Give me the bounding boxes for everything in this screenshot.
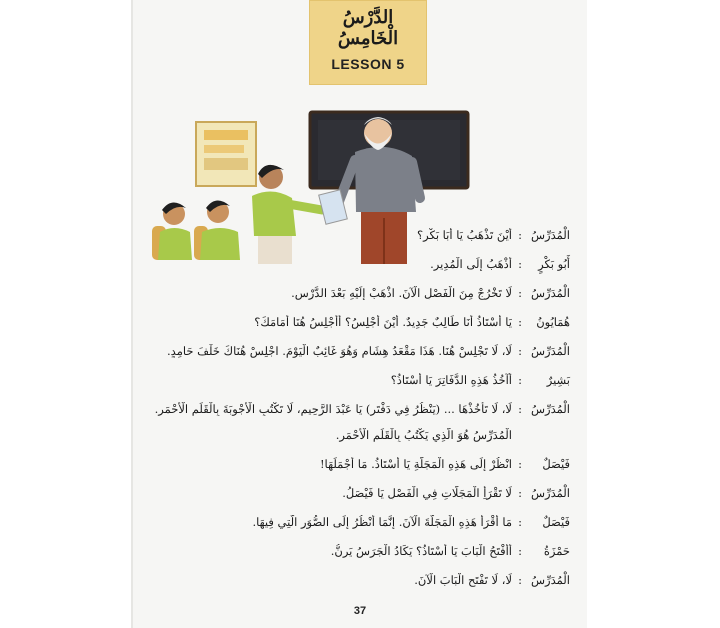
dialogue-line [150,544,570,568]
dialogue-text: لَا، لَا تَفْتَحِ الْبَابَ الْآنَ. [414,573,512,587]
speaker-colon: : [518,315,522,329]
dialogue-text: مَا أَقْرَأُ هَذِهِ الْمَجَلَّةَ الْآنَ. إِنَّمَا أَنْظُرُ إِلَى الصُّوَرِ الَّتِي فِيهَا. [252,515,512,529]
speaker-name: فَيْصَلٌ [542,515,570,529]
speaker-colon: : [518,457,522,471]
speaker-name: الْمُدَرِّسُ [531,228,570,242]
speaker-name: حَمْزَةُ [543,544,570,558]
speaker-colon: : [518,344,522,358]
dialogue-line [150,344,570,368]
dialogue-text: أَيْنَ تَذْهَبُ يَا أَبَا بَكْرٍ؟ [417,228,512,242]
speaker-colon: : [518,286,522,300]
speaker-name: هُمَايُونُ [536,315,570,329]
dialogue-text: لَا تَخْرُجْ مِنَ الْفَصْلِ الْآنَ. اذْهَبْ إِلَيْهِ بَعْدَ الدَّرْسِ. [291,286,512,300]
speaker-colon: : [518,257,522,271]
speaker-name: أَبُو بَكْرٍ [538,257,570,271]
dialogue-line [150,515,570,539]
speaker-name: فَيْصَلٌ [542,457,570,471]
speaker-colon: : [518,544,522,558]
speaker-colon: : [518,573,522,587]
speaker-colon: : [518,402,522,416]
lesson-title-english: LESSON 5 [331,56,405,72]
dialogue-line [150,573,570,597]
dialogue-text: انْظُرْ إِلَى هَذِهِ الْمَجَلَّةِ يَا أُسْتَاذُ. مَا أَجْمَلَهَا! [319,457,512,471]
dialogue-text: أَذْهَبُ إِلَى الْمُدِيرِ. [430,257,512,271]
speaker-name: الْمُدَرِّسُ [531,573,570,587]
dialogue-text: لَا، لَا تَأْخُذْهَا ... (يَنْظُرُ فِي دَفْتَرٍ) يَا عَبْدَ الرَّحِيمِ، لَا تَكْتُبِ الْأَجْوِبَةَ بِالْقَلَمِ الْأَحْمَرِ. [154,402,512,416]
dialogue-text: يَا أُسْتَاذُ أَنَا طَالِبٌ جَدِيدٌ. أَيْنَ أَجْلِسُ؟ أَأَجْلِسُ هُنَا أَمَامَكَ؟ [254,315,512,329]
speaker-name: الْمُدَرِّسُ [531,402,570,416]
speaker-name: الْمُدَرِّسُ [531,486,570,500]
speaker-colon: : [518,373,522,387]
speaker-name: الْمُدَرِّسُ [531,286,570,300]
dialogue-text: لَا، لَا تَجْلِسْ هُنَا. هَذَا مَقْعَدُ هِشَامٍ وَهُوَ غَائِبٌ الْيَوْمَ. اجْلِسْ هُنَاكَ خَلْفَ حَامِدٍ. [167,344,512,358]
dialogue-text: لَا تَقْرَأِ الْمَجَلَّاتِ فِي الْفَصْلِ يَا فَيْصَلُ. [342,486,512,500]
speaker-name: الْمُدَرِّسُ [531,344,570,358]
dialogue-text: أَأَفْتَحُ الْبَابَ يَا أُسْتَاذُ؟ يَكَادُ الْجَرَسُ يَرِنُّ. [330,544,512,558]
dialogue-line [150,228,570,252]
dialogue-continuation-text: الْمُدَرِّسُ هُوَ الَّذِي يَكْتُبُ بِالْقَلَمِ الْأَحْمَرِ. [335,428,512,442]
dialogue-continuation [150,428,570,452]
dialogue-text: أَآخُذُ هَذِهِ الدَّفَاتِرَ يَا أُسْتَاذُ؟ [390,373,512,387]
speaker-colon: : [518,228,522,242]
lesson-title-arabic: الدَّرْسُ الْخَامِسُ [337,7,399,49]
dialogue-line [150,486,570,510]
dialogue-line [150,315,570,339]
speaker-colon: : [518,486,522,500]
dialogue-line [150,257,570,281]
speaker-colon: : [518,515,522,529]
speaker-name: بَشِيرٌ [546,373,570,387]
page-number: 37 [353,605,367,617]
dialogue-line [150,457,570,481]
dialogue-line [150,402,570,426]
dialogue-line [150,286,570,310]
lesson-title-box [309,0,427,85]
dialogue-line [150,373,570,397]
